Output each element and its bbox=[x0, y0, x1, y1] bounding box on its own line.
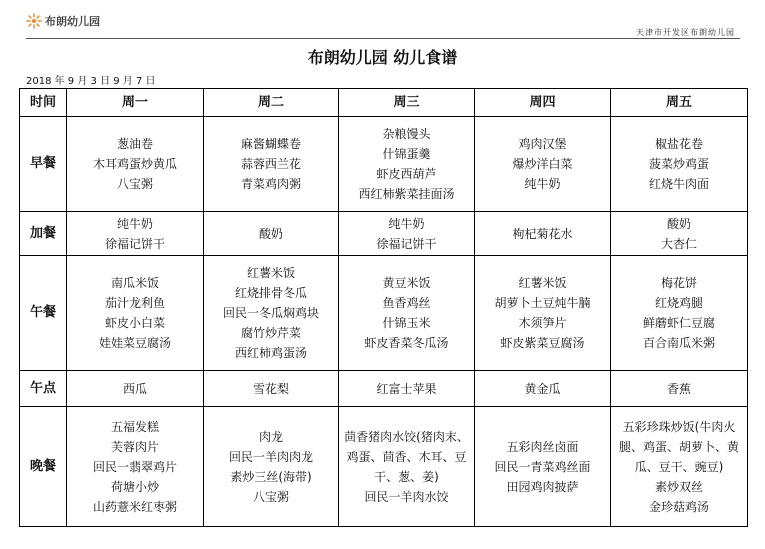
menu-cell bbox=[67, 407, 204, 527]
menu-item: 红烧牛肉面 bbox=[648, 177, 709, 191]
menu-item: 纯牛奶 bbox=[388, 216, 425, 231]
menu-cell bbox=[204, 256, 339, 371]
menu-item: 鱼香鸡丝 bbox=[382, 296, 431, 310]
menu-item: 八宝粥 bbox=[252, 489, 289, 504]
menu-cell bbox=[204, 212, 339, 256]
menu-item: 芙蓉肉片 bbox=[110, 439, 159, 454]
header-divider bbox=[26, 38, 740, 39]
table-row bbox=[20, 407, 748, 527]
menu-item: 梅花饼 bbox=[660, 276, 697, 290]
column-header: 周二 bbox=[204, 89, 339, 117]
menu-item: 爆炒洋白菜 bbox=[512, 157, 573, 171]
menu-item: 虾皮小白菜 bbox=[104, 316, 165, 330]
logo-icon bbox=[26, 13, 42, 29]
menu-cell bbox=[67, 117, 204, 212]
menu-item: 香蕉 bbox=[666, 381, 691, 396]
menu-item: 红薯米饭 bbox=[518, 276, 567, 290]
menu-cell bbox=[339, 371, 475, 407]
menu-item: 回民一羊肉肉龙 bbox=[228, 449, 313, 464]
column-header: 时间 bbox=[20, 89, 67, 117]
menu-item: 鲜蘑虾仁豆腐 bbox=[642, 316, 715, 330]
menu-item: 山药薏米红枣粥 bbox=[92, 499, 177, 514]
menu-item: 八宝粥 bbox=[116, 177, 153, 191]
menu-cell bbox=[475, 212, 611, 256]
menu-cell bbox=[339, 212, 475, 256]
menu-item: 红薯米饭 bbox=[246, 266, 295, 280]
menu-item: 枸杞菊花水 bbox=[512, 226, 573, 241]
menu-item: 纯牛奶 bbox=[524, 177, 561, 191]
menu-item: 麻酱蝴蝶卷 bbox=[240, 137, 301, 151]
meal-label: 午点 bbox=[20, 371, 67, 407]
menu-cell bbox=[67, 371, 204, 407]
menu-item: 黄豆米饭 bbox=[382, 276, 431, 290]
logo bbox=[26, 13, 100, 29]
menu-item: 杂粮馒头 bbox=[382, 127, 431, 141]
menu-item: 木须笋片 bbox=[518, 316, 567, 330]
menu-item: 椒盐花卷 bbox=[654, 137, 703, 151]
menu-cell bbox=[611, 117, 748, 212]
menu-item: 鸡肉汉堡 bbox=[518, 137, 567, 151]
meal-label: 午餐 bbox=[20, 256, 67, 371]
menu-item: 虾皮西葫芦 bbox=[376, 167, 437, 181]
menu-cell bbox=[204, 117, 339, 212]
menu-item: 什锦玉米 bbox=[382, 316, 431, 330]
menu-item: 什锦蛋羹 bbox=[382, 147, 431, 161]
document-title: 布朗幼儿园 幼儿食谱 bbox=[307, 48, 458, 67]
menu-item: 虾皮紫菜豆腐汤 bbox=[500, 336, 585, 350]
logo-text: 布朗幼儿园 bbox=[45, 15, 100, 28]
menu-item: 徐福记饼干 bbox=[104, 236, 165, 251]
menu-cell bbox=[611, 256, 748, 371]
menu-item: 回民一翡翠鸡片 bbox=[92, 459, 177, 474]
menu-item: 荷塘小炒 bbox=[110, 479, 159, 494]
menu-item: 茴香猪肉水饺(猪肉末、鸡蛋、茴香、木耳、豆干、葱、姜) bbox=[344, 429, 469, 484]
menu-item: 腐竹炒芹菜 bbox=[240, 326, 301, 340]
menu-table bbox=[19, 88, 748, 527]
menu-item: 雪花梨 bbox=[252, 381, 289, 396]
menu-item: 红烧鸡腿 bbox=[654, 296, 703, 310]
menu-item: 红烧排骨冬瓜 bbox=[234, 286, 307, 300]
menu-cell bbox=[475, 371, 611, 407]
menu-cell bbox=[475, 256, 611, 371]
menu-cell bbox=[611, 407, 748, 527]
menu-item: 回民一冬瓜焖鸡块 bbox=[222, 306, 319, 320]
menu-item: 红富士苹果 bbox=[376, 381, 437, 396]
column-header: 周四 bbox=[475, 89, 611, 117]
menu-item: 金珍菇鸡汤 bbox=[648, 499, 709, 514]
menu-cell bbox=[204, 371, 339, 407]
date-range: 2018 年 9 月 3 日 9 月 7 日 bbox=[26, 76, 156, 87]
table-row bbox=[20, 117, 748, 212]
column-header: 周一 bbox=[67, 89, 204, 117]
menu-item: 虾皮香菜冬瓜汤 bbox=[364, 336, 449, 350]
meal-label: 晚餐 bbox=[20, 407, 67, 527]
table-header-row bbox=[20, 89, 748, 117]
meal-label: 加餐 bbox=[20, 212, 67, 256]
menu-item: 木耳鸡蛋炒黄瓜 bbox=[92, 157, 177, 171]
menu-item: 五彩珍珠炒饭(牛肉火腿、鸡蛋、胡萝卜、黄瓜、豆干、豌豆) bbox=[618, 419, 739, 474]
menu-item: 西瓜 bbox=[122, 381, 147, 396]
menu-item: 纯牛奶 bbox=[116, 216, 153, 231]
menu-item: 百合南瓜米粥 bbox=[642, 336, 715, 350]
menu-cell bbox=[204, 407, 339, 527]
menu-item: 五福发糕 bbox=[110, 419, 159, 434]
column-header: 周三 bbox=[339, 89, 475, 117]
menu-item: 西红柿鸡蛋汤 bbox=[234, 346, 307, 360]
menu-item: 田园鸡肉披萨 bbox=[506, 479, 579, 494]
menu-item: 娃娃菜豆腐汤 bbox=[98, 336, 171, 350]
menu-item: 回民一羊肉水饺 bbox=[364, 489, 449, 504]
menu-item: 菠菜炒鸡蛋 bbox=[648, 157, 709, 171]
menu-item: 葱油卷 bbox=[116, 137, 153, 151]
menu-item: 酸奶 bbox=[666, 216, 691, 231]
menu-item: 大杏仁 bbox=[660, 236, 697, 251]
page-header bbox=[0, 0, 765, 40]
menu-item: 黄金瓜 bbox=[524, 381, 561, 396]
menu-item: 蒜蓉西兰花 bbox=[240, 157, 301, 171]
column-header: 周五 bbox=[611, 89, 748, 117]
menu-cell bbox=[611, 371, 748, 407]
menu-item: 胡萝卜土豆炖牛腩 bbox=[494, 296, 591, 310]
menu-item: 素炒双丝 bbox=[654, 479, 703, 494]
menu-item: 素炒三丝(海带) bbox=[230, 469, 312, 484]
header-school-name: 天津市开发区布朗幼儿园 bbox=[636, 28, 735, 37]
menu-item: 茄汁龙利鱼 bbox=[104, 296, 165, 310]
table-row bbox=[20, 371, 748, 407]
menu-item: 南瓜米饭 bbox=[110, 276, 159, 290]
menu-cell bbox=[67, 212, 204, 256]
menu-cell bbox=[339, 117, 475, 212]
menu-item: 酸奶 bbox=[258, 226, 283, 241]
menu-cell bbox=[611, 212, 748, 256]
menu-item: 五彩肉丝卤面 bbox=[506, 439, 579, 454]
table-row bbox=[20, 212, 748, 256]
table-row bbox=[20, 256, 748, 371]
menu-item: 西红柿紫菜挂面汤 bbox=[358, 187, 455, 201]
menu-item: 青菜鸡肉粥 bbox=[240, 177, 301, 191]
menu-cell bbox=[67, 256, 204, 371]
menu-cell bbox=[339, 256, 475, 371]
menu-item: 回民一青菜鸡丝面 bbox=[494, 459, 591, 474]
menu-item: 徐福记饼干 bbox=[376, 236, 437, 251]
menu-cell bbox=[339, 407, 475, 527]
menu-cell bbox=[475, 407, 611, 527]
meal-label: 早餐 bbox=[20, 117, 67, 212]
menu-item: 肉龙 bbox=[258, 429, 283, 444]
menu-cell bbox=[475, 117, 611, 212]
